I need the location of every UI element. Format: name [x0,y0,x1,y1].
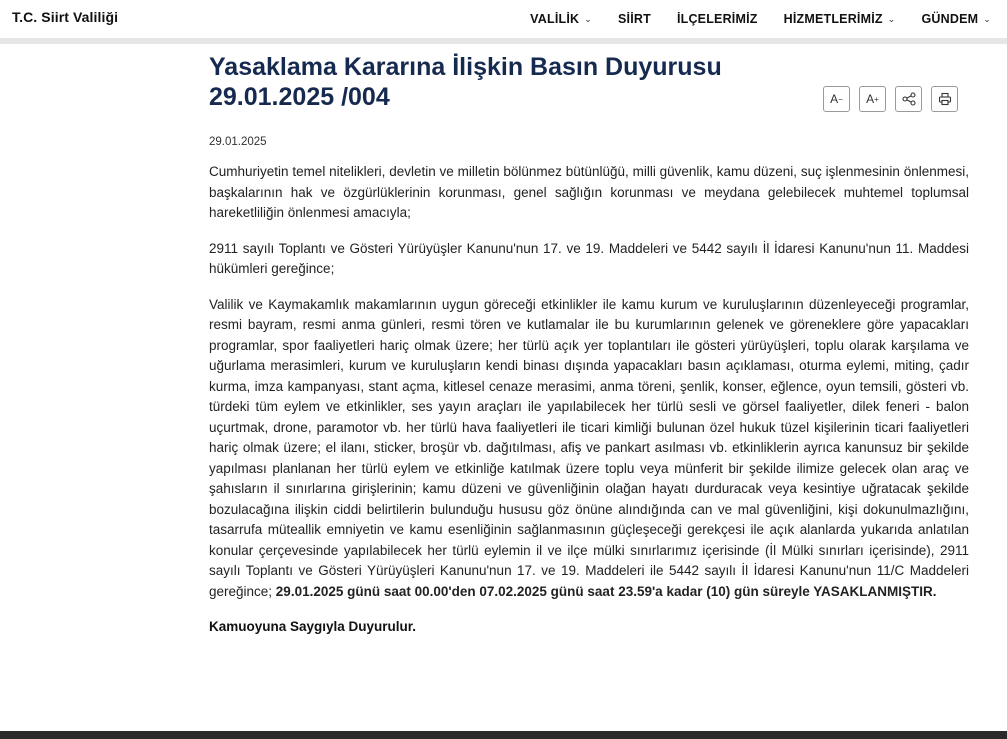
nav-item-valilik[interactable] [530,12,592,26]
print-icon [938,92,952,106]
share-icon [902,92,916,106]
print-button[interactable] [931,86,958,112]
footer-strip [0,731,1007,739]
font-decrease-label: A [830,92,839,106]
closing-line: Kamuoyuna Saygıyla Duyurulur. [209,619,417,634]
nav-item-label: HİZMETLERİMİZ [783,12,883,26]
nav-item-ilcelerimiz[interactable] [677,12,758,26]
chevron-down-icon: ⌄ [887,13,896,24]
font-increase-label: A [866,92,875,106]
paragraph-1: Cumhuriyetin temel nitelikleri, devletin ve milletin bölünmez bütünlüğü, milli güvenlik, kamu düzeni, suç işlenmesinin önlenmesi, başkalarının hak ve özgürlüklerinin korunması, genel sağlığın korunması ve meydana gelebilecek muhtemel toplumsal hareketliliğin önlenmesi amacıyla; [209,164,969,220]
title-line-2: 29.01.2025 /004 [209,83,390,111]
chevron-down-icon: ⌄ [584,13,592,24]
site-brand[interactable]: T.C. Siirt Valiliği [12,9,119,25]
paragraph-2: 2911 sayılı Toplantı ve Gösteri Yürüyüşler Kanunu'nun 17. ve 19. Maddeleri ve 5442 sayılı İl İdaresi Kanunu'nun 11. Maddesi hükümleri gereğince; [209,240,969,276]
nav-item-label: SİİRT [617,12,651,26]
header-divider [0,38,1007,44]
font-increase-button[interactable]: A + [859,86,886,112]
title-line-1: Yasaklama Kararına İlişkin Basın Duyurusu [209,53,722,81]
nav-item-siirt[interactable] [618,12,651,26]
nav-item-label: GÜNDEM [921,12,979,26]
publish-date: 29.01.2025 [209,136,267,148]
nav-item-gundem[interactable] [921,12,991,26]
paragraph-3-text: Valilik ve Kaymakamlık makamlarının uygun göreceği etkinlikler ile kamu kurum ve kuruluşlarının düzenleyeceği programlar, resmi bayram, resmi anma günleri, resmi tören ve kutlamalar ile bu kurumlarının gelenek ve göreneklere göre yapacakları programlar, spor faaliyetleri hariç olmak üzere; her türlü açık yer toplantıları ile gösteri yürüyüşleri, toplu olarak karşılama ve uğurlama merasimleri, kurum ve kuruluşların kendi binası dışında yapacakları basın açıklaması, oturma eylemi, miting, çadır kurma, imza kampanyası, stant açma, kitlesel cenaze merasimi, anma töreni, şenlik, konser, eğlence, oyun temsili, gösteri vb. türdeki tüm eylem ve etkinlikler, ses yayın araçları ile yapılabilecek her türlü sesli ve görsel faaliyetler, dilek feneri - balon uçurtmak, drone, paramotor vb. her türlü hava faaliyetleri ile ticari kimliği bulunan özel hukuk tüzel kişilerinin ticari faaliyetleri hariç olmak üzere; el ilanı, sticker, broşür vb. dağıtılması, afiş ve pankart asılması vb. etkinliklerin ayrıca kanunsuz bir şekilde yapılması planlanan her türlü eylem ve etkinliğe katılmak üzere toplu veya münferit bir şekilde ilimize gelecek olan araç ve şahısların il sınırlarına girişlerinin; kamu düzeni ve güvenliğinin olağan hayatı durduracak veya kesintiye uğratacak şekilde bozulacağına ilişkin ciddi belirtilerin bulunduğu hususu göz önüne alındığında can ve mal güvenliğini, kişi dokunulmazlığını, tasarrufa müteallik emniyetin ve kamu esenliğinin sağlanmasının güçleşeceği gerekçesi ile açık alanlarda yukarıda anlatılan konular çerçevesinde yapılabilecek her türlü eylemin il ve ilçe mülki sınırlarımız içerisinde (İl Mülki sınırları içerisinde), 2911 sayılı Toplantı ve Gösteri Yürüyüşleri Kanunu'nun 17. ve 19. Maddeleri ile 5442 sayılı İl İdaresi Kanunu'nun 11/C Maddeleri gereğince; [209,296,969,599]
share-button[interactable] [895,86,922,112]
top-navbar [0,0,1007,38]
nav-item-hizmetlerimiz[interactable] [784,12,896,26]
page-title [209,52,809,112]
paragraph-3 [209,295,969,603]
font-decrease-button[interactable]: A − [823,86,850,112]
nav-item-label: İLÇELERİMİZ [676,12,758,26]
main-nav [504,0,991,38]
chevron-down-icon: ⌄ [983,13,991,24]
paragraph-3-bold: 29.01.2025 günü saat 00.00'den 07.02.2025 günü saat 23.59'a kadar (10) gün süreyle YASAKLANMIŞTIR. [275,583,937,599]
nav-item-label: VALİLİK [530,12,580,26]
article [209,52,969,634]
article-tools [814,86,958,112]
